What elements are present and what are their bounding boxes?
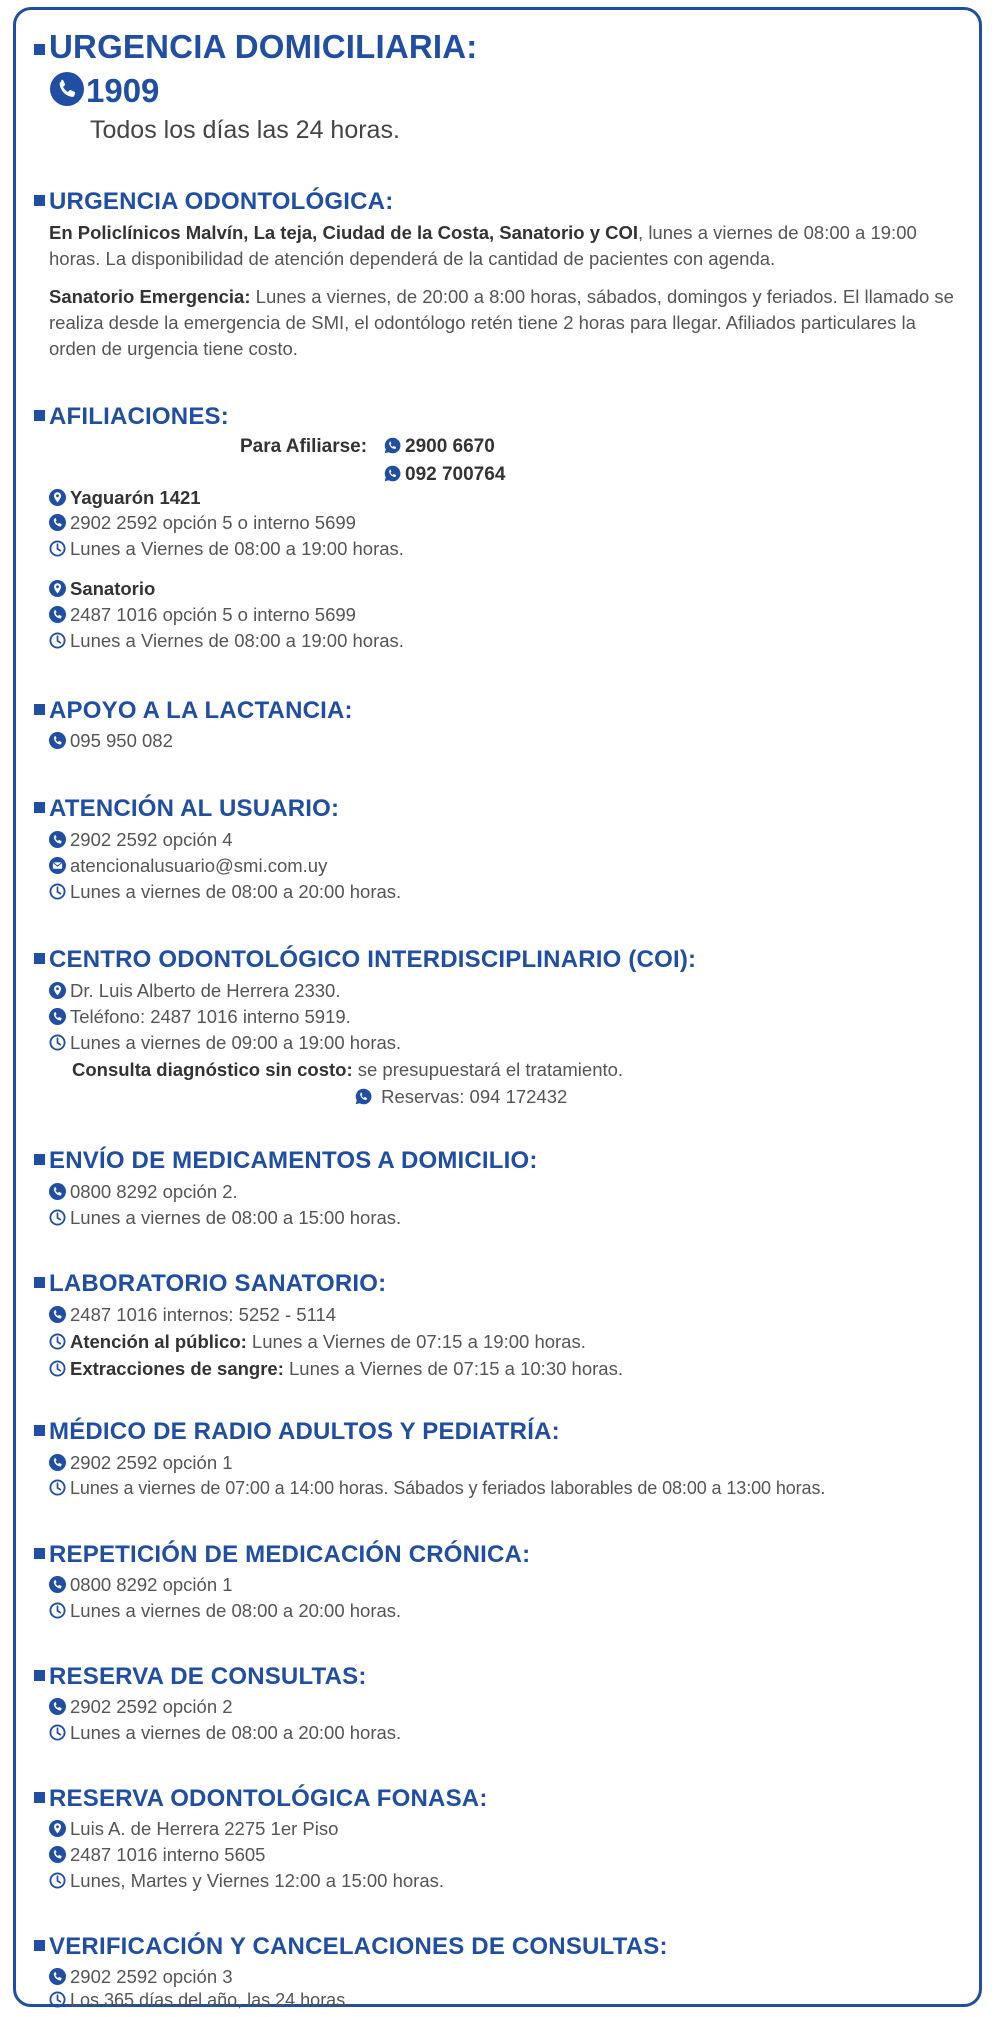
heading-coi: CENTRO ODONTOLÓGICO INTERDISCIPLINARIO (COI): [34,946,696,974]
phone-icon [49,732,66,749]
medicamentos-hours: Lunes a viernes de 08:00 a 15:00 horas. [49,1207,401,1229]
urgencia-phone[interactable]: 1909 [50,72,159,110]
clock-icon [49,1333,66,1350]
phone-icon [49,831,66,848]
clock-icon [49,1479,66,1496]
phone-icon [49,514,66,531]
medico-radio-phone[interactable]: 2902 2592 opción 1 [49,1452,233,1474]
atencion-email[interactable]: atencionalusuario@smi.com.uy [49,855,327,877]
heading-urgencia-domiciliaria: URGENCIA DOMICILIARIA: [34,28,478,66]
medicamentos-phone[interactable]: 0800 8292 opción 2. [49,1181,238,1203]
phone-icon [49,1698,66,1715]
reserva-consultas-hours: Lunes a viernes de 08:00 a 20:00 horas. [49,1722,401,1744]
coi-consulta: Consulta diagnóstico sin costo: se presupuestará el tratamiento. [72,1059,624,1080]
heading-verificacion: VERIFICACIÓN Y CANCELACIONES DE CONSULTAS: [34,1933,668,1961]
clock-icon [49,1209,66,1226]
phone-icon [49,1846,66,1863]
laboratorio-extracciones: Extracciones de sangre: Lunes a Viernes de 07:15 a 10:30 horas. [49,1358,623,1380]
clock-icon [49,1724,66,1741]
afil-loc2-name: Sanatorio [49,578,155,600]
afil-loc1-phone[interactable]: 2902 2592 opción 5 o interno 5699 [49,512,356,534]
coi-address: Dr. Luis Alberto de Herrera 2330. [49,980,340,1002]
afil-loc2-hours: Lunes a Viernes de 08:00 a 19:00 horas. [49,630,404,652]
location-pin-icon [49,982,66,999]
clock-icon [49,540,66,557]
phone-icon [49,606,66,623]
laboratorio-atencion: Atención al público: Lunes a Viernes de 07:15 a 19:00 horas. [49,1331,586,1353]
coi-phone[interactable]: Teléfono: 2487 1016 interno 5919. [49,1006,351,1028]
whatsapp-icon [384,465,401,482]
phone-icon [49,1008,66,1025]
heading-repeticion: REPETICIÓN DE MEDICACIÓN CRÓNICA: [34,1541,530,1569]
clock-icon [49,1872,66,1889]
location-pin-icon [49,489,66,506]
clock-icon [49,632,66,649]
heading-medico-radio: MÉDICO DE RADIO ADULTOS Y PEDIATRÍA: [34,1418,560,1446]
phone-icon [49,1576,66,1593]
heading-urgencia-odontologica: URGENCIA ODONTOLÓGICA: [34,188,393,216]
verificacion-hours: Los 365 días del año, las 24 horas. [49,1990,350,2011]
clock-icon [49,1991,66,2008]
reserva-consultas-phone[interactable]: 2902 2592 opción 2 [49,1696,233,1718]
afil-loc1-hours: Lunes a Viernes de 08:00 a 19:00 horas. [49,538,404,560]
whatsapp-icon [384,437,401,454]
reserva-fonasa-address: Luis A. de Herrera 2275 1er Piso [49,1818,338,1840]
coi-hours: Lunes a viernes de 09:00 a 19:00 horas. [49,1032,401,1054]
odonto-paragraph-2: Sanatorio Emergencia: Lunes a viernes, de 20:00 a 8:00 horas, sábados, domingos y feriados. El llamado se realiza desde la emergencia de SMI, el odontólogo retén tiene 2 horas para llegar. Afiliados particulares la orden de urgencia tiene costo. [49,286,954,359]
location-pin-icon [49,1820,66,1837]
phone-icon [49,1968,66,1985]
odonto-paragraph-1: En Policlínicos Malvín, La teja, Ciudad de la Costa, Sanatorio y COI, lunes a viernes de 08:00 a 19:00 horas. La disponibilidad de atención dependerá de la cantidad de pacientes con agenda. [49,222,917,269]
clock-icon [49,1602,66,1619]
mail-icon [49,857,66,874]
phone-icon [49,1306,66,1323]
afil-loc1-name: Yaguarón 1421 [49,487,201,509]
heading-afiliaciones: AFILIACIONES: [34,403,229,431]
afiliarse-phone-1[interactable]: 2900 6670 [384,436,495,458]
afil-loc2-phone[interactable]: 2487 1016 opción 5 o interno 5699 [49,604,356,626]
atencion-phone[interactable]: 2902 2592 opción 4 [49,829,233,851]
atencion-hours: Lunes a viernes de 08:00 a 20:00 horas. [49,881,401,903]
repeticion-phone[interactable]: 0800 8292 opción 1 [49,1574,233,1596]
clock-icon [49,883,66,900]
heading-reserva-fonasa: RESERVA ODONTOLÓGICA FONASA: [34,1785,488,1813]
phone-icon [49,1454,66,1471]
verificacion-phone[interactable]: 2902 2592 opción 3 [49,1966,233,1988]
heading-medicamentos: ENVÍO DE MEDICAMENTOS A DOMICILIO: [34,1147,538,1175]
phone-icon [50,72,84,106]
urgencia-note: Todos los días las 24 horas. [90,116,400,144]
medico-radio-hours: Lunes a viernes de 07:00 a 14:00 horas. Sábados y feriados laborables de 08:00 a 13:00 horas. [49,1478,825,1499]
coi-reservas[interactable]: Reservas: 094 172432 [355,1086,567,1108]
clock-icon [49,1360,66,1377]
heading-reserva-consultas: RESERVA DE CONSULTAS: [34,1663,367,1691]
repeticion-hours: Lunes a viernes de 08:00 a 20:00 horas. [49,1600,401,1622]
reserva-fonasa-hours: Lunes, Martes y Viernes 12:00 a 15:00 horas. [49,1870,444,1892]
laboratorio-phone[interactable]: 2487 1016 internos: 5252 - 5114 [49,1304,336,1326]
heading-laboratorio: LABORATORIO SANATORIO: [34,1270,386,1298]
location-pin-icon [49,580,66,597]
heading-lactancia: APOYO A LA LACTANCIA: [34,697,353,725]
whatsapp-icon [355,1088,372,1105]
reserva-fonasa-phone[interactable]: 2487 1016 interno 5605 [49,1844,265,1866]
afiliarse-label: Para Afiliarse: [240,436,368,457]
afiliarse-phone-2[interactable]: 092 700764 [384,464,505,486]
phone-icon [49,1183,66,1200]
lactancia-phone[interactable]: 095 950 082 [49,730,173,752]
clock-icon [49,1034,66,1051]
heading-atencion-usuario: ATENCIÓN AL USUARIO: [34,795,339,823]
